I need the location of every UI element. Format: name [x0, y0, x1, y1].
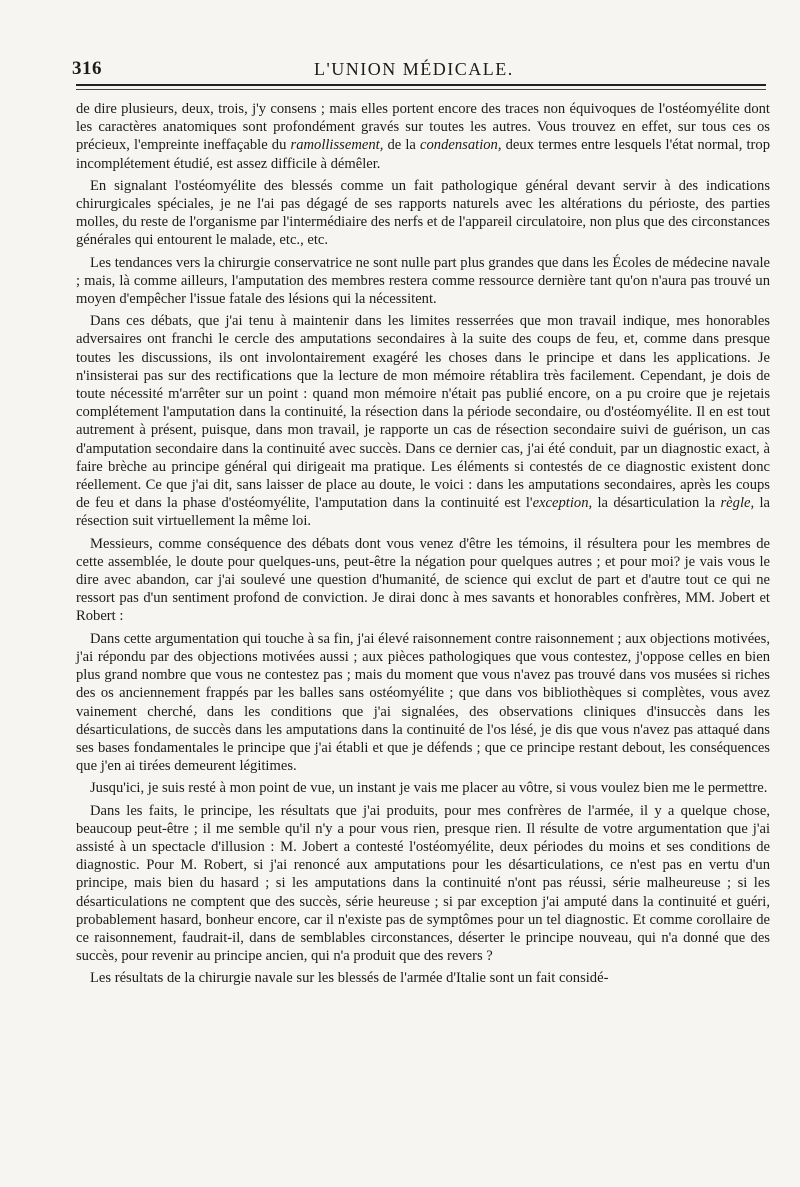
italic-term: exception, — [532, 495, 593, 512]
paragraph — [76, 630, 770, 776]
text-run: deux termes entre lesquels l'état normal, trop incomplétement étudié, est assez difficile à démêler. — [76, 137, 770, 172]
italic-term: règle, — [720, 495, 755, 512]
running-head: L'UNION MÉDICALE. — [314, 59, 514, 79]
text-run: Messieurs, comme conséquence des débats dont vous venez d'être les témoins, il résultera pour les membres de cette assemblée, le doute pour quelques-uns, peut-être la négation pour quelques autres ; et pour moi? je vais vous le dire avec abandon, car j'ai soulevé une question d'humanité, de science qui exclut de part et d'autre tout ce qui ne ressort pas d'un sentiment profond de conviction. Je dirai donc à mes savants et honorables confrères, MM. Jobert et Robert : — [76, 535, 770, 625]
paragraph — [76, 254, 770, 309]
text-run: la résection suit virtuellement la même loi. — [76, 495, 770, 530]
text-run: de dire plusieurs, deux, trois, j'y consens ; mais elles portent encore des traces non équivoques de l'ostéomyélite dont les caractères anatomiques sont profondément gravés sur toutes les autres. Vous trouvez en effet, sur tous ces os précieux, l'empreinte ineffaçable du — [76, 101, 770, 154]
paragraph — [76, 802, 770, 966]
text-run: Les résultats de la chirurgie navale sur les blessés de l'armée d'Italie sont un fait considé- — [90, 970, 609, 987]
text-run: Dans les faits, le principe, les résultats que j'ai produits, pour mes confrères de l'armée, il y a quelque chose, beaucoup peut-être ; il me semble qu'il n'y a pour vous rien, presque rien. Il résulte de votre argumentation que j'ai assisté à un spectacle d'illusion : M. Jobert a contesté l'ostéomyélite, deux périodes du moins et ses conditions de diagnostic. Pour M. Robert, si j'ai renoncé aux amputations pour les désarticulations, ce n'est pas en vertu d'un principe, mais bien du hasard ; si les amputations dans la continuité n'ont pas réussi, série malheureuse ; si les désarticulations ne comptent que des succès, série heureuse ; si par exception j'ai amputé dans la continuité et guéri, probablement hasard, bonheur encore, car il n'existe pas de symptômes pour un tel diagnostic. Et comme corollaire de ce raisonnement, faudrait-il, dans de semblables circonstances, déserter le principe nouveau, qui n'a donné que des succès, pour revenir au principe ancien, qui n'a produit que des revers ? — [76, 802, 770, 965]
italic-term: condensation, — [420, 137, 502, 154]
text-run: Les tendances vers la chirurgie conservatrice ne sont nulle part plus grandes que dans les Écoles de médecine navale ; mais, là comme ailleurs, l'amputation des membres restera comme ressource dernière tant qu'on n'aura pas trouvé un moyen d'empêcher l'issue fatale des lésions qui la nécessitent. — [76, 254, 770, 308]
paragraph — [76, 779, 770, 797]
page-header — [72, 52, 766, 86]
italic-term: ramollissement, — [290, 137, 384, 154]
paragraph — [76, 312, 770, 530]
text-run: Dans cette argumentation qui touche à sa fin, j'ai élevé raisonnement contre raisonnement ; aux objections motivées, j'ai répondu par des objections motivées aussi ; aux pièces pathologiques que vous contestez, j'oppose celles en bien plus grand nombre que vous ne contestez pas ; mais du moment que vous n'avez pas trouvé dans vos musées si riches des os anciennement frappés par les balles sans ostéomyélite ; que dans vos bibliothèques si complètes, vous avez vainement cherché, dans les conditions que j'ai signalées, des observations cliniques d'insuccès dans les désarticulations, de succès dans les amputations dans la continuité de l'os lésé, je dis que vous n'avez pas attaqué dans ses bases fondamentales le principe que j'ai établi et que je défends ; que ce principe restant debout, les conséquences que j'en ai tirées demeurent légitimes. — [76, 630, 770, 775]
paragraph — [76, 177, 770, 250]
text-run: de la — [383, 137, 421, 154]
text-run: En signalant l'ostéomyélite des blessés comme un fait pathologique général devant servir à des indications chirurgicales spéciales, je ne l'ai pas dégagé de ses rapports naturels avec les altérations du périoste, des parties molles, du reste de l'organisme par l'intermédiaire des nerfs et de l'appareil circulatoire, non plus que des circonstances générales qui entourent le malade, etc., etc. — [76, 177, 770, 249]
paragraph — [76, 535, 770, 626]
text-run: Jusqu'ici, je suis resté à mon point de vue, un instant je vais me placer au vôtre, si vous voulez bien me le permettre. — [90, 780, 768, 797]
text-run: la désarticulation la — [592, 495, 721, 512]
text-run: Dans ces débats, que j'ai tenu à maintenir dans les limites resserrées que mon travail indique, mes honorables adversaires ont franchi le cercle des amputations secondaires à la suite des coups de feu, et, comme dans presque toutes les discussions, ils ont involontairement exagéré les choses dans le principe et dans les applications. Je n'insisterai pas sur des rectifications que la lecture de mon mémoire rétablira très facilement. Cependant, je dois de toute nécessité m'arrêter sur un point : quand mon mémoire n'était pas publié encore, on a pu croire que je rejetais complétement l'amputation dans la continuité, la résection dans la période secondaire, ou d'ostéomyélite. Il en est tout autrement à présent, puisque, dans mon travail, je rapporte un cas de résection secondaire suivi de guérison, un cas d'amputation secondaire dans la continuité avec succès. Dans ce dernier cas, j'ai été conduit, par un diagnostic exact, à faire brèche au principe général qui dirigeait ma pratique. Les éléments si contestés de ce diagnostic existent donc réellement. Ce que j'ai dit, sans laisser de place au doute, le voici : dans les amputations secondaires, après les coups de feu et dans la phase d'ostéomyélite, l'amputation dans la continuité est l' — [76, 313, 770, 512]
paragraph — [76, 100, 770, 173]
paragraph — [76, 969, 770, 987]
header-rule — [76, 89, 766, 90]
body-text — [76, 100, 770, 988]
page-number: 316 — [72, 58, 102, 79]
